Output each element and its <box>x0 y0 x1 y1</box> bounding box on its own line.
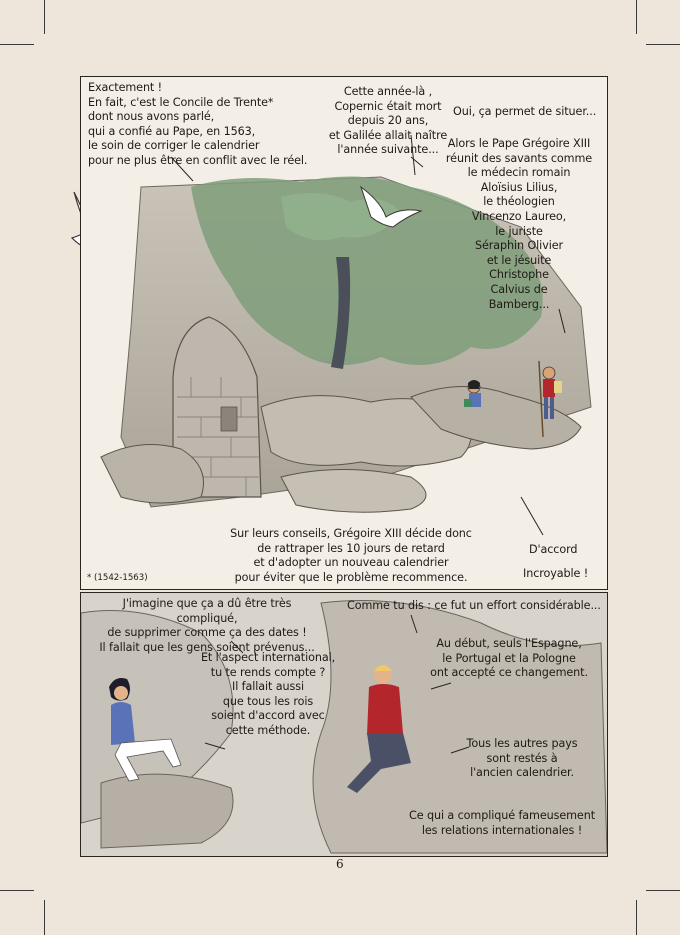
speech-bubble-debut: Au début, seuls l'Espagne, le Portugal et la Pologne ont accepté ce changement. <box>430 637 588 680</box>
crop-mark <box>636 900 637 935</box>
speech-bubble-autres: Tous les autres pays sont restés à l'ancien calendrier. <box>466 737 578 780</box>
page-number: 6 <box>336 857 344 871</box>
crop-mark <box>44 0 45 34</box>
footnote: * (1542-1563) <box>87 573 148 583</box>
speech-bubble-situer: Oui, ça permet de situer... <box>453 105 597 118</box>
crop-mark <box>636 0 637 34</box>
speech-bubble-incroyable: Incroyable ! <box>523 567 589 580</box>
speech-bubble-copernic: Cette année-là , Copernic était mort depuis 20 ans, et Galilée allait naître l'année suivante... <box>328 85 448 157</box>
crop-mark <box>0 890 34 891</box>
speech-bubble-savants: Alors le Pape Grégoire XIII réunit des savants comme le médecin romain Aloïsius Lilius, le théologien Vincenzo Laureo, le juriste Séraphin Olivier et le jésuite Christophe Calvius de Bamberg... <box>445 137 593 311</box>
narration-conseils: Sur leurs conseils, Grégoire XIII décide donc de rattraper les 10 jours de retard et d'adopter un nouveau calendrier pour éviter que le problème recommence. <box>230 527 472 584</box>
comic-panel-coast <box>80 76 608 590</box>
crop-mark <box>0 44 34 45</box>
speech-bubble-relations: Ce qui a compliqué fameusement les relations internationales ! <box>409 809 595 837</box>
crop-mark <box>646 890 680 891</box>
crop-mark <box>646 44 680 45</box>
speech-bubble-concile: Exactement ! En fait, c'est le Concile de Trente* dont nous avons parlé, qui a confié au Pape, en 1563, le soin de corriger le calendrier pour ne plus être en conflit avec le réel. <box>88 81 308 167</box>
speech-bubble-complique: J'imagine que ça a dû être très compliqué, de supprimer comme ça des dates ! Il fallait que les gens soient prévenus... <box>99 597 315 654</box>
crop-mark <box>44 900 45 935</box>
speech-bubble-international: Et l'aspect international, tu te rends compte ? Il fallait aussi que tous les rois soient d'accord avec cette méthode. <box>200 651 336 737</box>
speech-bubble-effort: Comme tu dis : ce fut un effort considérable... <box>347 599 601 612</box>
speech-bubble-daccord: D'accord <box>529 543 578 556</box>
comic-panel-conversation <box>80 592 608 857</box>
